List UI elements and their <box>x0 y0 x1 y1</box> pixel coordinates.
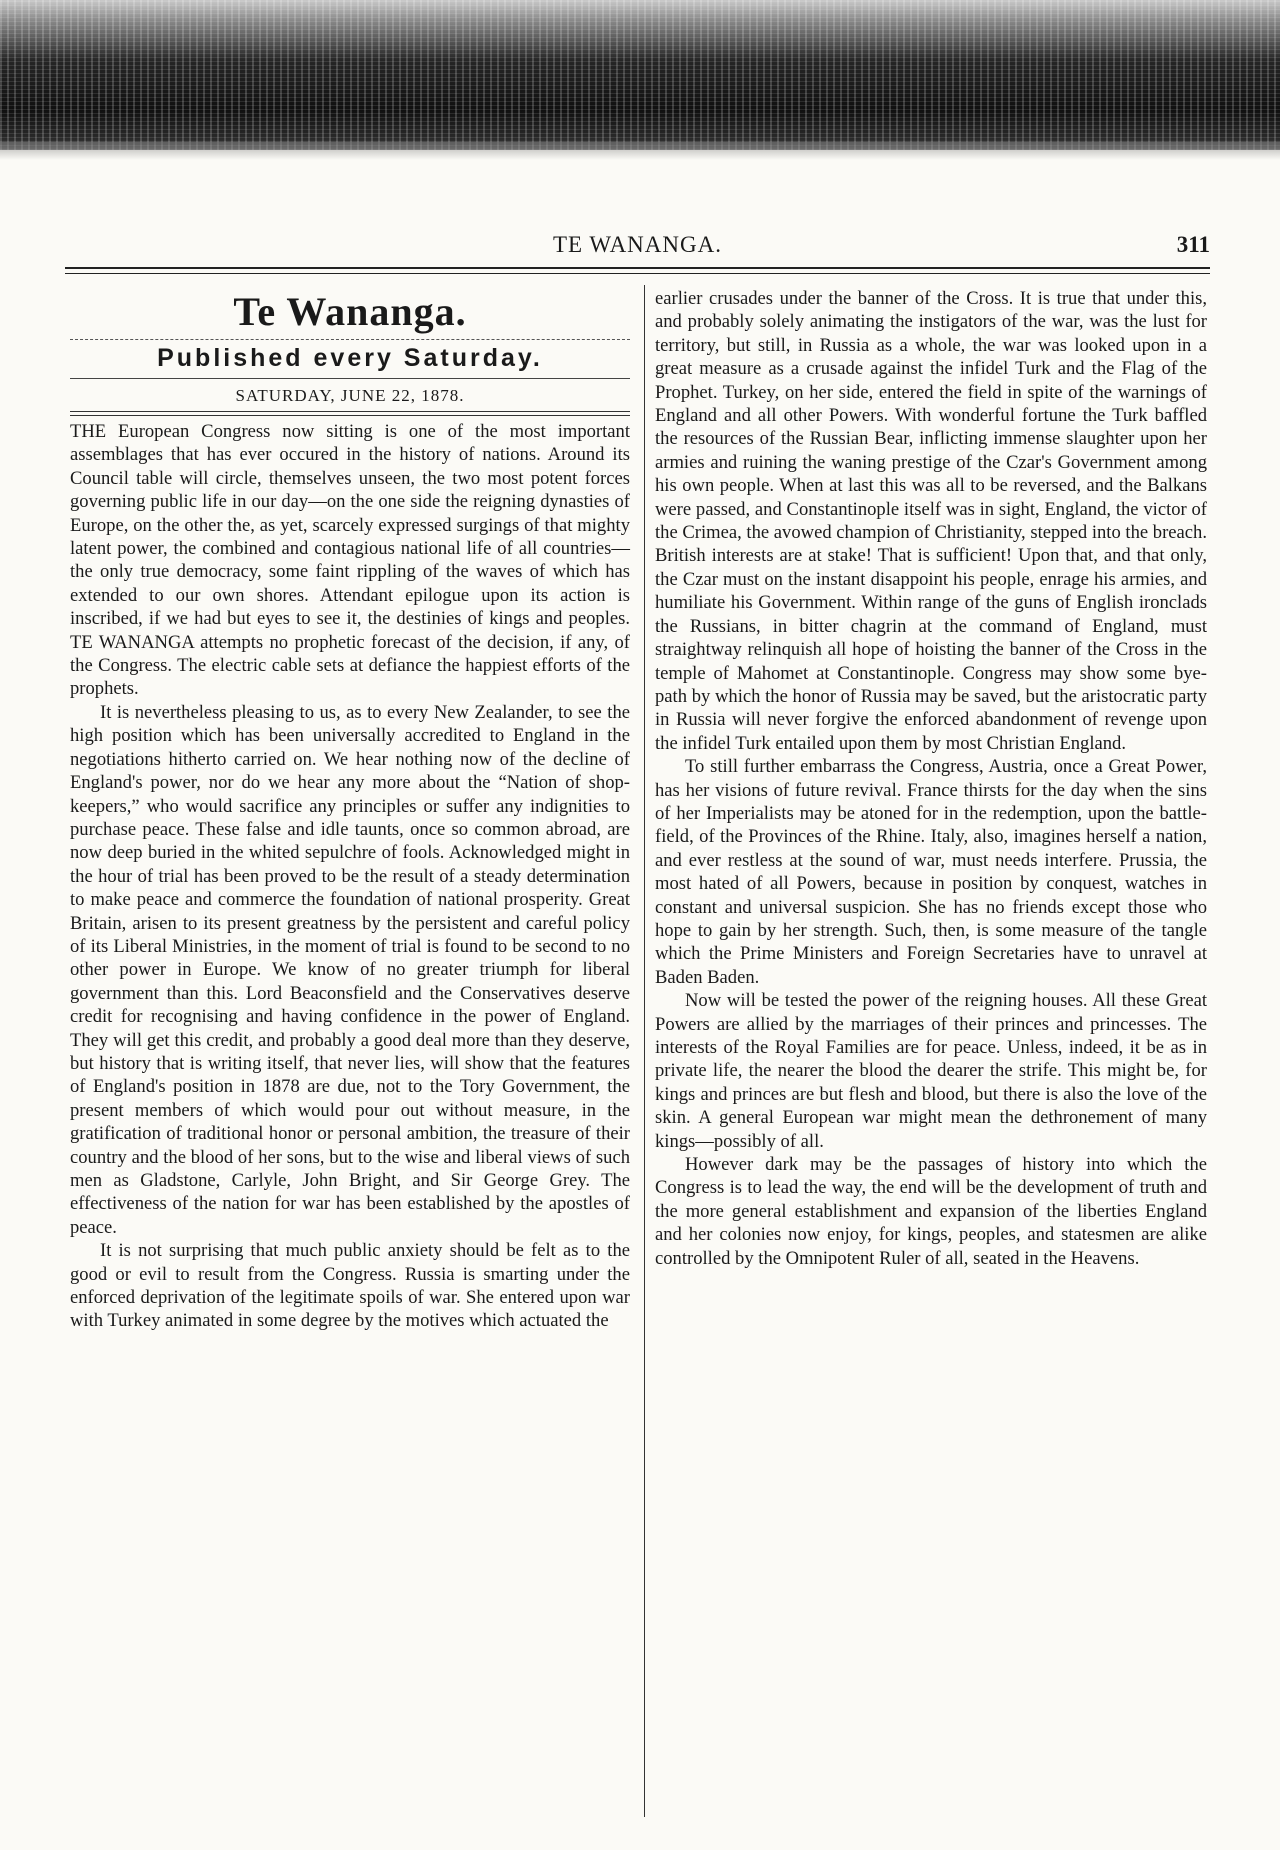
masthead-rule <box>70 339 630 340</box>
header-rule <box>65 267 1210 274</box>
article-paragraph: However dark may be the passages of history into which the Congress is to lead the way, the end will be the development of truth and the more general establishment and expansion of the liberties England and her colonies now enjoy, for kings, peoples, and statesmen are alike controlled by the Omnipotent Ruler of all, seated in the Heavens. <box>655 1154 1207 1269</box>
article-paragraph: It is nevertheless pleasing to us, as to every New Zealander, to see the high position which has been universally accredited to England in the negotiations hitherto carried on. We hear nothing now of the decline of England's power, nor do we hear any more about the “Nation of shop-keepers,” who would sacrifice any principles or suffer any indignities to purchase peace. These false and idle taunts, once so common abroad, are now deep buried in the whited sepulchre of fools. Acknowledged might in the hour of trial has been proved to be the result of a steady determination to make peace and commerce the foundation of national prosperity. Great Britain, arisen to its present greatness by the persistent and careful policy of its Liberal Ministries, in the moment of trial is found to be second to no other power in Europe. We know of no greater triumph for liberal government than this. Lord Beaconsfield and the Conservatives deserve credit for recognising and having confidence in the power of England. They will get this credit, and probably a good deal more than they deserve, but history that is writing itself, that never lies, will show that the features of England's position in 1878 are due, not to the Tory Government, the present members of which would pour out without measure, in the gratification of traditional honor or personal ambition, the treasure of their country and the blood of her sons, but to the wise and liberal views of such men as Gladstone, Carlyle, John Bright, and Sir George Grey. The effectiveness of the nation for war has been established by the apostles of peace. <box>70 701 630 1238</box>
masthead-rule <box>70 411 630 416</box>
masthead-rule <box>70 378 630 379</box>
scanned-page-edge <box>0 0 1280 150</box>
left-column <box>70 287 630 1333</box>
published-line: Published every Saturday. <box>157 344 543 372</box>
scan-shadow <box>0 142 1280 160</box>
page-number: 311 <box>1176 232 1210 257</box>
article-paragraph: To still further embarrass the Congress, Austria, once a Great Power, has her visions of future revival. France thirsts for the day when the sins of her Imperialists may be atoned for in the redemption, upon the battle-field, of the Provinces of the Rhine. Italy, also, imagines herself a nation, and ever restless at the sound of war, must needs interfere. Prussia, the most hated of all Powers, because in position by conquest, watches in constant and universal suspicion. She has no friends except those who hope to gain by her strength. Such, then, is some measure of the tangle which the Prime Ministers and Foreign Secretaries have to unravel at Baden Baden. <box>655 756 1207 988</box>
running-title: TE WANANGA. <box>552 232 722 257</box>
article-paragraph: Now will be tested the power of the reigning houses. All these Great Powers are allied by the marriages of their princes and princesses. The interests of the Royal Families are for peace. Unless, indeed, it be as in private life, the nearer the blood the dearer the strife. This might be, for kings and princes are but flesh and blood, but there is also the love of the skin. A general European war might mean the dethronement of many kings—possibly of all. <box>655 990 1207 1152</box>
masthead-title: Te Wananga. <box>233 289 467 334</box>
dateline: SATURDAY, JUNE 22, 1878. <box>235 386 465 405</box>
right-column <box>655 287 1207 1270</box>
article-paragraph: It is not surprising that much public anxiety should be felt as to the good or evil to result from the Congress. Russia is smarting under the enforced deprivation of the legitimate spoils of war. She entered upon war with Turkey animated in some degree by the motives which actuated the <box>70 1240 630 1332</box>
article-paragraph: earlier crusades under the banner of the Cross. It is true that under this, and probably solely animating the instigators of the war, was the lust for territory, but still, in Russia as a whole, the war was looked upon in a great measure as a crusade against the infidel Turk and the Flag of the Prophet. Turkey, on her side, entered the field in spite of the warnings of England and all other Powers. With wonderful fortune the Turk baffled the resources of the Russian Bear, inflicting immense slaughter upon her armies and ruining the waning prestige of the Czar's Government among his own people. When at last this was all to be reversed, and the Balkans were passed, and Constantinople itself was in sight, England, the victor of the Crimea, the avowed champion of Christianity, stepped into the breach. British interests are at stake! That is sufficient! Upon that, and that only, the Czar must on the instant disappoint his people, enrage his armies, and humiliate his Government. Within range of the guns of English ironclads the Russians, in bitter chagrin at the command of England, must straightway relinquish all hope of hoisting the banner of the Cross in the temple of Mahomet at Constantinople. Congress may show some bye-path by which the honor of Russia may be saved, but the aristocratic party in Russia will never forgive the enforced abandonment of revenge upon the infidel Turk entailed upon them by most Christian England. <box>655 288 1207 754</box>
page-header <box>65 232 1210 262</box>
column-divider <box>644 285 645 1817</box>
article-paragraph: THE European Congress now sitting is one of the most important assemblages that has ever occured in the history of nations. Around its Council table will circle, themselves unseen, the two most potent forces governing public life in our day—on the one side the reigning dynasties of Europe, on the other the, as yet, scarcely expressed surgings of that mighty latent power, the combined and contagious national life of all countries—the only true democracy, some faint rippling of the waves of which has extended to our own shores. Attendant epilogue upon its action is inscribed, if we had but eyes to see it, the destinies of kings and peoples. TE WANANGA attempts no prophetic forecast of the decision, if any, of the Congress. The electric cable sets at defiance the happiest efforts of the prophets. <box>70 421 630 700</box>
